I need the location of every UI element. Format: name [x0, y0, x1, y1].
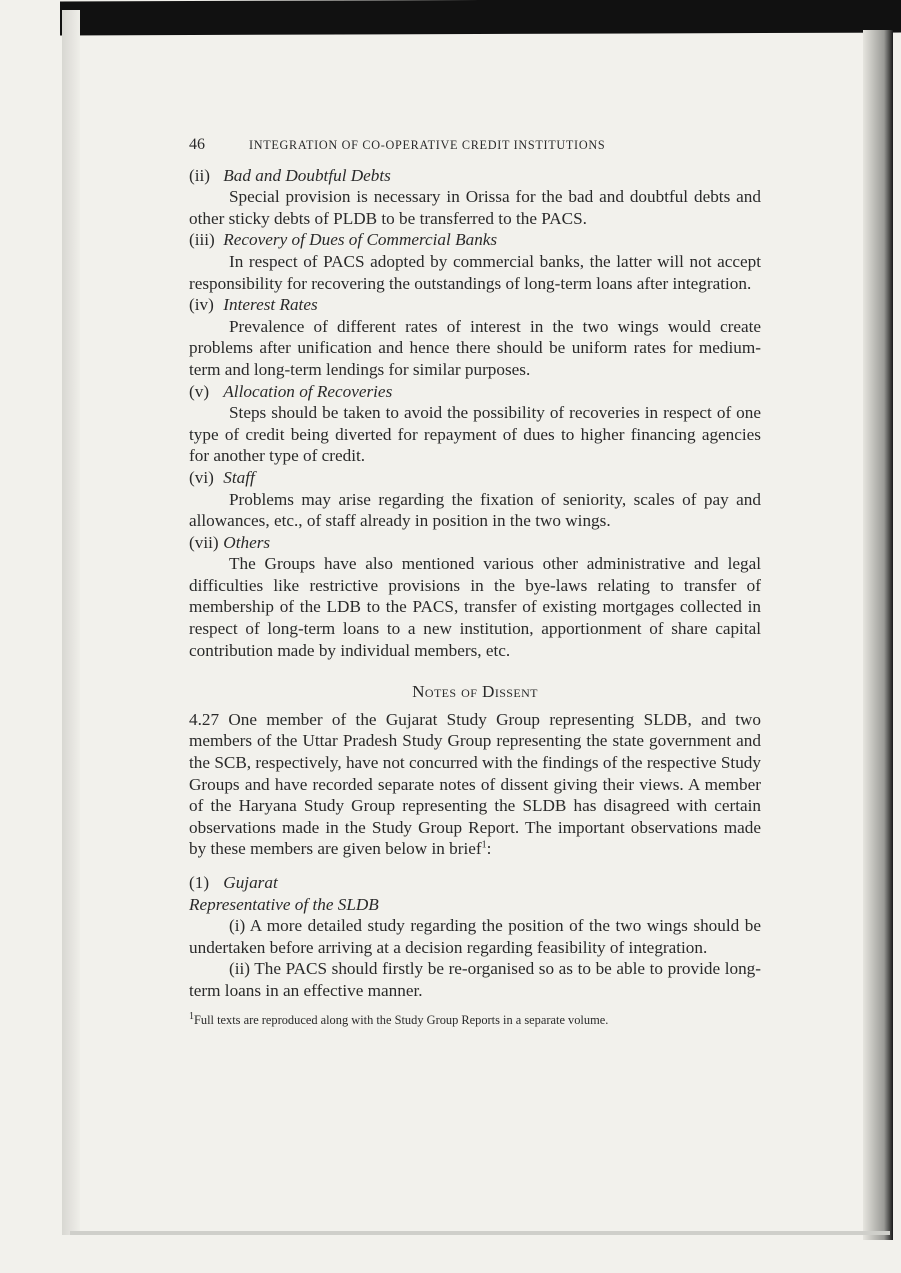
scan-top-shadow — [60, 0, 901, 35]
item-heading — [189, 165, 761, 187]
representative-subheading: Representative of the SLDB — [189, 894, 379, 914]
state-heading — [189, 872, 761, 894]
item-heading — [189, 532, 761, 554]
item-body: Steps should be taken to avoid the possibility of recoveries in respect of one type of credit being diverted for repayment of dues to higher financing agencies for another type of credit. — [189, 403, 761, 466]
dissent-point: (ii) The PACS should firstly be re-organised so as to be able to provide long-term loans in an effective manner. — [189, 959, 761, 1000]
notes-of-dissent-heading: Notes of Dissent — [412, 682, 538, 702]
item-title: Bad and Doubtful Debts — [223, 165, 391, 185]
footnote-marker: 1 — [189, 1010, 194, 1022]
item-title: Allocation of Recoveries — [223, 381, 393, 401]
item-number: (vi) — [189, 467, 214, 487]
footnote-text: Full texts are reproduced along with the Study Group Reports in a separate volume. — [194, 1012, 609, 1027]
item-number: (v) — [189, 381, 210, 401]
item-body: Special provision is necessary in Orissa for the bad and doubtful debts and other sticky debts of PLDB to be transferred to the PACS. — [189, 187, 761, 228]
paragraph-4-27-text: 4.27 One member of the Gujarat Study Group representing SLDB, and two members of the Uttar Pradesh Study Group representing the state government and the SCB, respectively, have not concurred with the findings of the respective Study Groups and have recorded separate notes of dissent giving their views. A member of the Haryana Study Group representing the SLDB has disagreed with certain observations made in the Study Group Report. The important observations made by these members are given below in brief — [189, 709, 761, 859]
state-number: (1) — [189, 873, 210, 892]
section-heading — [189, 681, 761, 703]
item-body: The Groups have also mentioned various other administrative and legal difficulties like restrictive provisions in the bye-laws relating to transfer of membership of the LDB to the PACS, transfer of existing mortgages collected in respect of long-term loans to a new institution, apportionment of share capital contribution made by individual members, etc. — [189, 554, 761, 660]
paragraph-4-27-end: : — [486, 839, 492, 859]
page-content — [189, 134, 761, 1028]
scan-bottom-edge — [70, 1231, 890, 1235]
item-heading — [189, 294, 761, 316]
item-title: Recovery of Dues of Commercial Banks — [223, 230, 498, 250]
scan-right-shadow — [863, 30, 893, 1240]
footnote — [189, 1012, 761, 1028]
scan-left-margin — [62, 10, 80, 1235]
footnote-reference: 1 — [481, 839, 487, 851]
state-title: Gujarat — [223, 873, 278, 892]
running-head — [189, 134, 761, 157]
item-number: (iii) — [189, 230, 215, 250]
item-heading — [189, 467, 761, 489]
item-title: Others — [223, 532, 271, 552]
item-title: Staff — [223, 467, 255, 487]
item-number: (vii) — [189, 532, 219, 552]
item-body: In respect of PACS adopted by commercial banks, the latter will not accept responsibility for recovering the outstandings of long-term loans after integration. — [189, 251, 761, 293]
item-number: (ii) — [189, 165, 210, 185]
item-body: Prevalence of different rates of interest in the two wings would create problems after unification and hence there should be uniform rates for medium-term and long-term lendings for similar purposes. — [189, 316, 761, 379]
item-heading — [189, 229, 761, 251]
page-number: 46 — [189, 136, 205, 153]
dissent-point: (i) A more detailed study regarding the position of the two wings should be undertaken before arriving at a decision regarding feasibility of integration. — [189, 916, 761, 957]
running-title: INTEGRATION OF CO-OPERATIVE CREDIT INSTITUTIONS — [249, 138, 606, 152]
paragraph-4-27 — [189, 709, 761, 860]
item-body: Problems may arise regarding the fixation of seniority, scales of pay and allowances, etc., of staff already in position in the two wings. — [189, 489, 761, 531]
item-heading — [189, 381, 761, 403]
item-title: Interest Rates — [223, 295, 318, 315]
item-number: (iv) — [189, 295, 214, 315]
